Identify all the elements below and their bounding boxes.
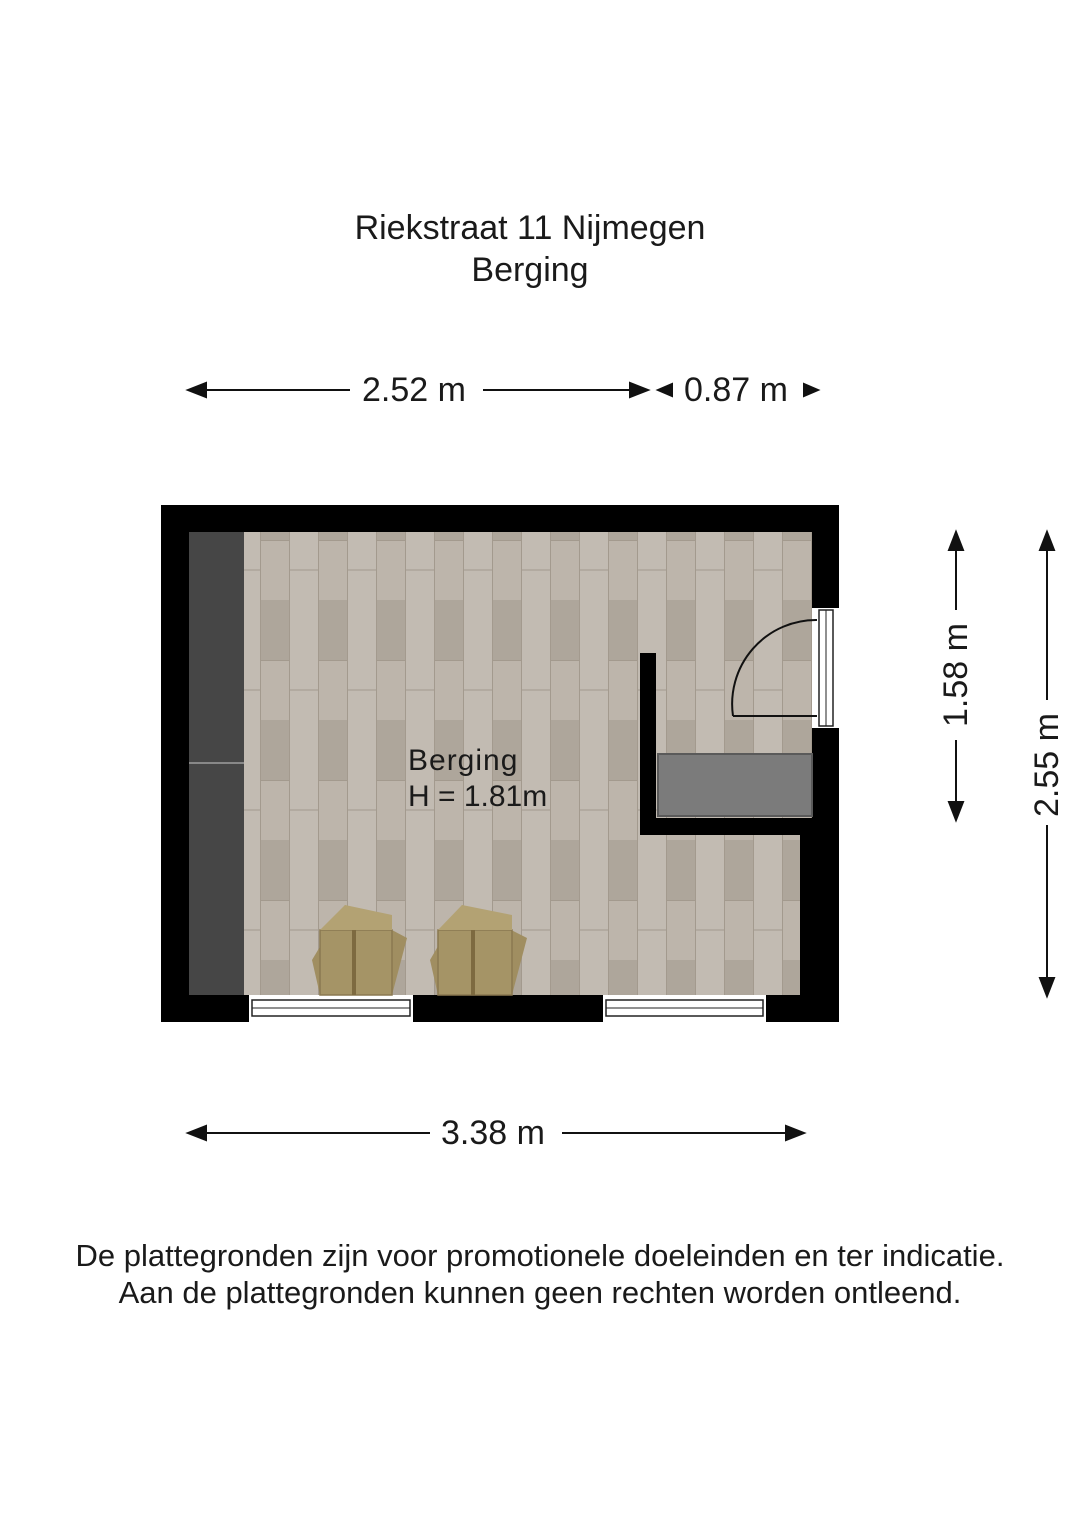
room-height-label: H = 1.81m [408, 780, 548, 813]
window-bottom-left [249, 995, 413, 1022]
disclaimer-line-2: Aan de plattegronden kunnen geen rechten worden ontleend. [118, 1275, 962, 1310]
window-bottom-right [603, 995, 766, 1022]
plan-address-title: Riekstraat 11 Nijmegen [354, 209, 706, 247]
inner-partition-horizontal [640, 818, 812, 835]
inner-partition-vertical [640, 653, 656, 835]
plan-floor-title: Berging [471, 251, 589, 289]
dimension-label-top-right: 0.87 m [684, 371, 788, 409]
dimension-label-outer-height: 2.55 m [1027, 706, 1067, 824]
counter-shelf [658, 754, 812, 816]
dimension-label-inner-height: 1.58 m [936, 616, 976, 734]
disclaimer-line-1: De plattegronden zijn voor promotionele doeleinden en ter indicatie. [75, 1238, 1005, 1273]
room-name-label: Berging [408, 744, 519, 777]
dimension-label-top-left: 2.52 m [362, 371, 466, 409]
dimension-label-bottom: 3.38 m [441, 1114, 545, 1152]
wall-notch [800, 818, 812, 995]
